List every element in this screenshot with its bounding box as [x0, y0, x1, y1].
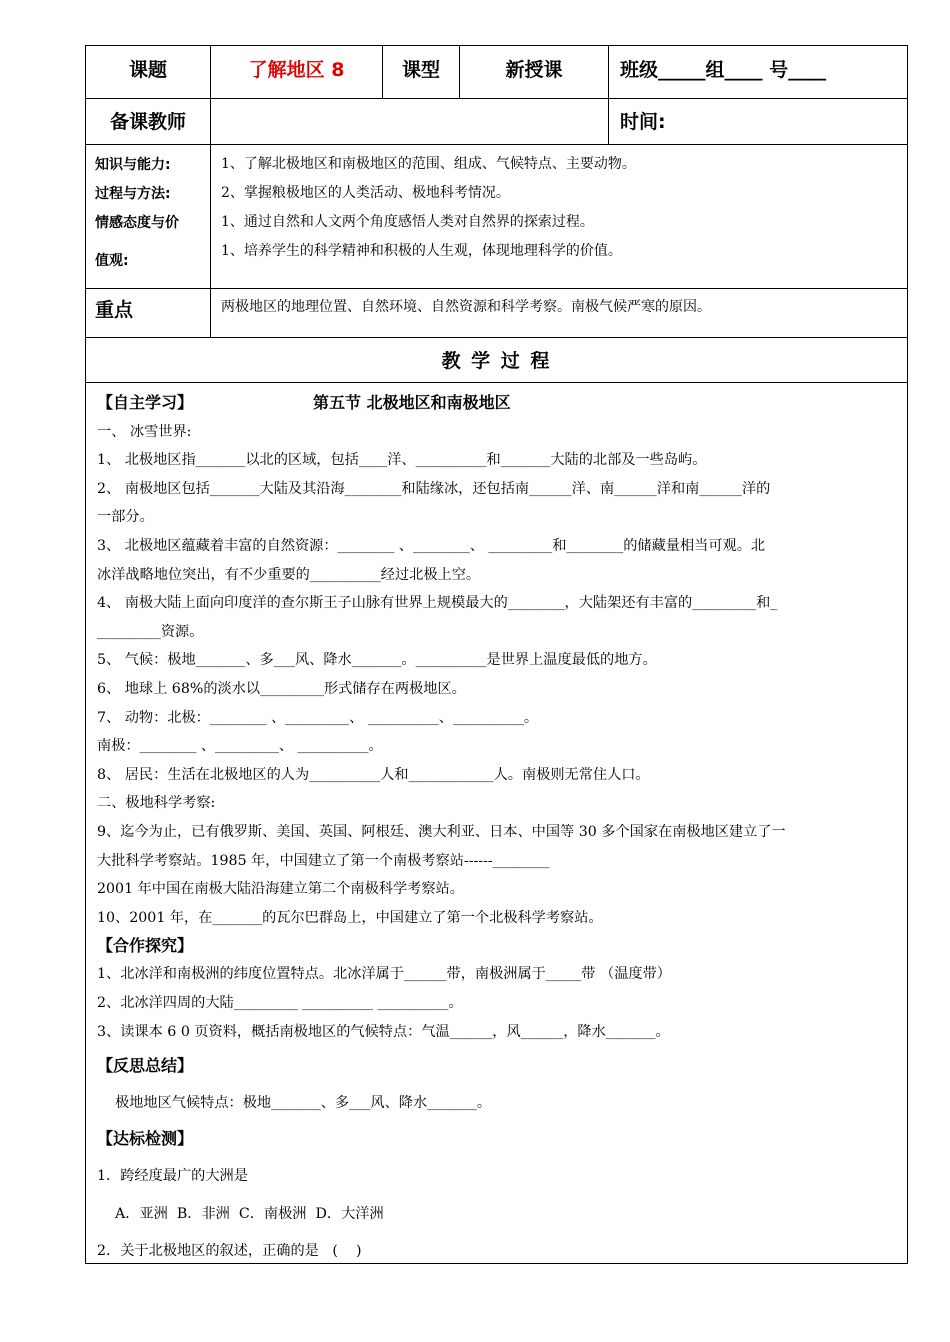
process-line: 一、 冰雪世界: [97, 423, 192, 440]
process-line: 5、 气候：极地_______、多___风、降水_______。__________是世界上温度最低的地方。 [97, 652, 657, 669]
teacher-row [86, 99, 907, 145]
objectives-labels [86, 145, 211, 288]
type-label: 课型 [383, 46, 460, 98]
reflect-heading: 【反思总结】 [97, 1056, 194, 1076]
process-line: 8、 居民：生活在北极地区的人为__________人和____________人。南极则无常住人口。 [97, 766, 650, 783]
process-line: 大批科学考察站。1985 年，中国建立了第一个南极考察站------________ [97, 852, 550, 869]
label-attitude: 情感态度与价 [95, 215, 179, 231]
type-value: 新授课 [460, 46, 609, 98]
header-row [86, 46, 907, 99]
process-title: 教 学 过 程 [441, 350, 552, 372]
coop-line: 2、北冰洋四周的大陆_________ __________ __________。 [97, 995, 463, 1012]
key-points-label: 重点 [86, 289, 211, 337]
process-line: 4、 南极大陆上面向印度洋的查尔斯王子山脉有世界上规模最大的________，大陆架还有丰富的_________和_ [97, 595, 778, 612]
test-heading: 【达标检测】 [97, 1129, 194, 1149]
teacher-label: 备课教师 [86, 99, 211, 144]
process-line: 2001 年中国在南极大陆沿海建立第二个南极科学考察站。 [97, 881, 464, 898]
process-line: 1、 北极地区指_______以北的区域，包括____洋、__________和_______大陆的北部及一些岛屿。 [97, 452, 707, 469]
self-study-line [97, 389, 907, 418]
process-line: 南极：________ 、_________、 __________。 [97, 738, 383, 755]
process-content [86, 383, 907, 1263]
process-line: 2、 南极地区包括_______大陆及其沿海________和陆缘冰，还包括南______洋、南______洋和南______洋的 [97, 480, 771, 497]
process-line: 9、迄今为止，已有俄罗斯、美国、英国、阿根廷、澳大利亚、日本、中国等 30 多个国家在南极地区建立了一 [97, 823, 786, 840]
question-1: 1．跨经度最广的大洲是 [97, 1168, 248, 1185]
process-line: _________资源。 [97, 623, 204, 640]
process-line: 7、 动物：北极：________ 、_________、 __________、__________。 [97, 709, 539, 726]
objective-item: 1、了解北极地区和南极地区的范围、组成、气候特点、主要动物。 [221, 156, 636, 172]
coop-line: 1、北冰洋和南极洲的纬度位置特点。北冰洋属于______带，南极洲属于_____带 （温度带） [97, 966, 671, 983]
key-points-row [86, 289, 907, 338]
process-line: 冰洋战略地位突出，有不少重要的__________经过北极上空。 [97, 566, 481, 583]
lesson-plan-table [85, 45, 908, 1264]
teacher-value [211, 99, 609, 144]
process-title-row [86, 338, 907, 383]
time-label: 时间: [620, 111, 666, 133]
process-line: 二、极地科学考察: [97, 795, 216, 812]
label-knowledge: 知识与能力: [95, 157, 171, 173]
process-line: 6、 地球上 68%的淡水以_________形式储存在两极地区。 [97, 680, 466, 697]
coop-line: 3、读课本 6 0 页资料，概括南极地区的气候特点：气温______，风______，降水_______。 [97, 1024, 670, 1041]
objective-item: 1、培养学生的科学精神和积极的人生观，体现地理科学的价值。 [221, 243, 622, 259]
coop-heading: 【合作探究】 [97, 936, 194, 956]
objectives-row [86, 145, 907, 289]
objective-item: 1、通过自然和人文两个角度感悟人类对自然界的探索过程。 [221, 214, 594, 230]
reflect-text: 极地地区气候特点：极地_______、多___风、降水_______。 [97, 1095, 492, 1112]
process-line: 3、 北极地区蕴藏着丰富的自然资源：________ 、________、 _________和________的储藏量相当可观。北 [97, 537, 766, 554]
self-study-heading: 【自主学习】 [97, 393, 194, 412]
topic-label: 课题 [86, 46, 211, 98]
process-line: 一部分。 [97, 509, 154, 526]
label-values: 值观: [95, 253, 129, 269]
label-process: 过程与方法: [95, 186, 171, 202]
section-title: 第五节 北极地区和南极地区 [313, 393, 511, 412]
objectives-items [211, 145, 907, 288]
question-1-options: A．亚洲 B．非洲 C．南极洲 D．大洋洲 [97, 1206, 384, 1223]
topic-value: 了解地区 8 [211, 46, 383, 98]
process-line: 10、2001 年，在_______的瓦尔巴群岛上，中国建立了第一个北极科学考察站。 [97, 909, 603, 926]
class-info: 班级_____组____ 号____ [620, 59, 827, 81]
objective-item: 2、掌握粮极地区的人类活动、极地科考情况。 [221, 185, 510, 201]
question-2: 2．关于北极地区的叙述，正确的是 ( ) [97, 1243, 362, 1260]
key-points-text: 两极地区的地理位置、自然环境、自然资源和科学考察。南极气候严寒的原因。 [221, 299, 711, 315]
